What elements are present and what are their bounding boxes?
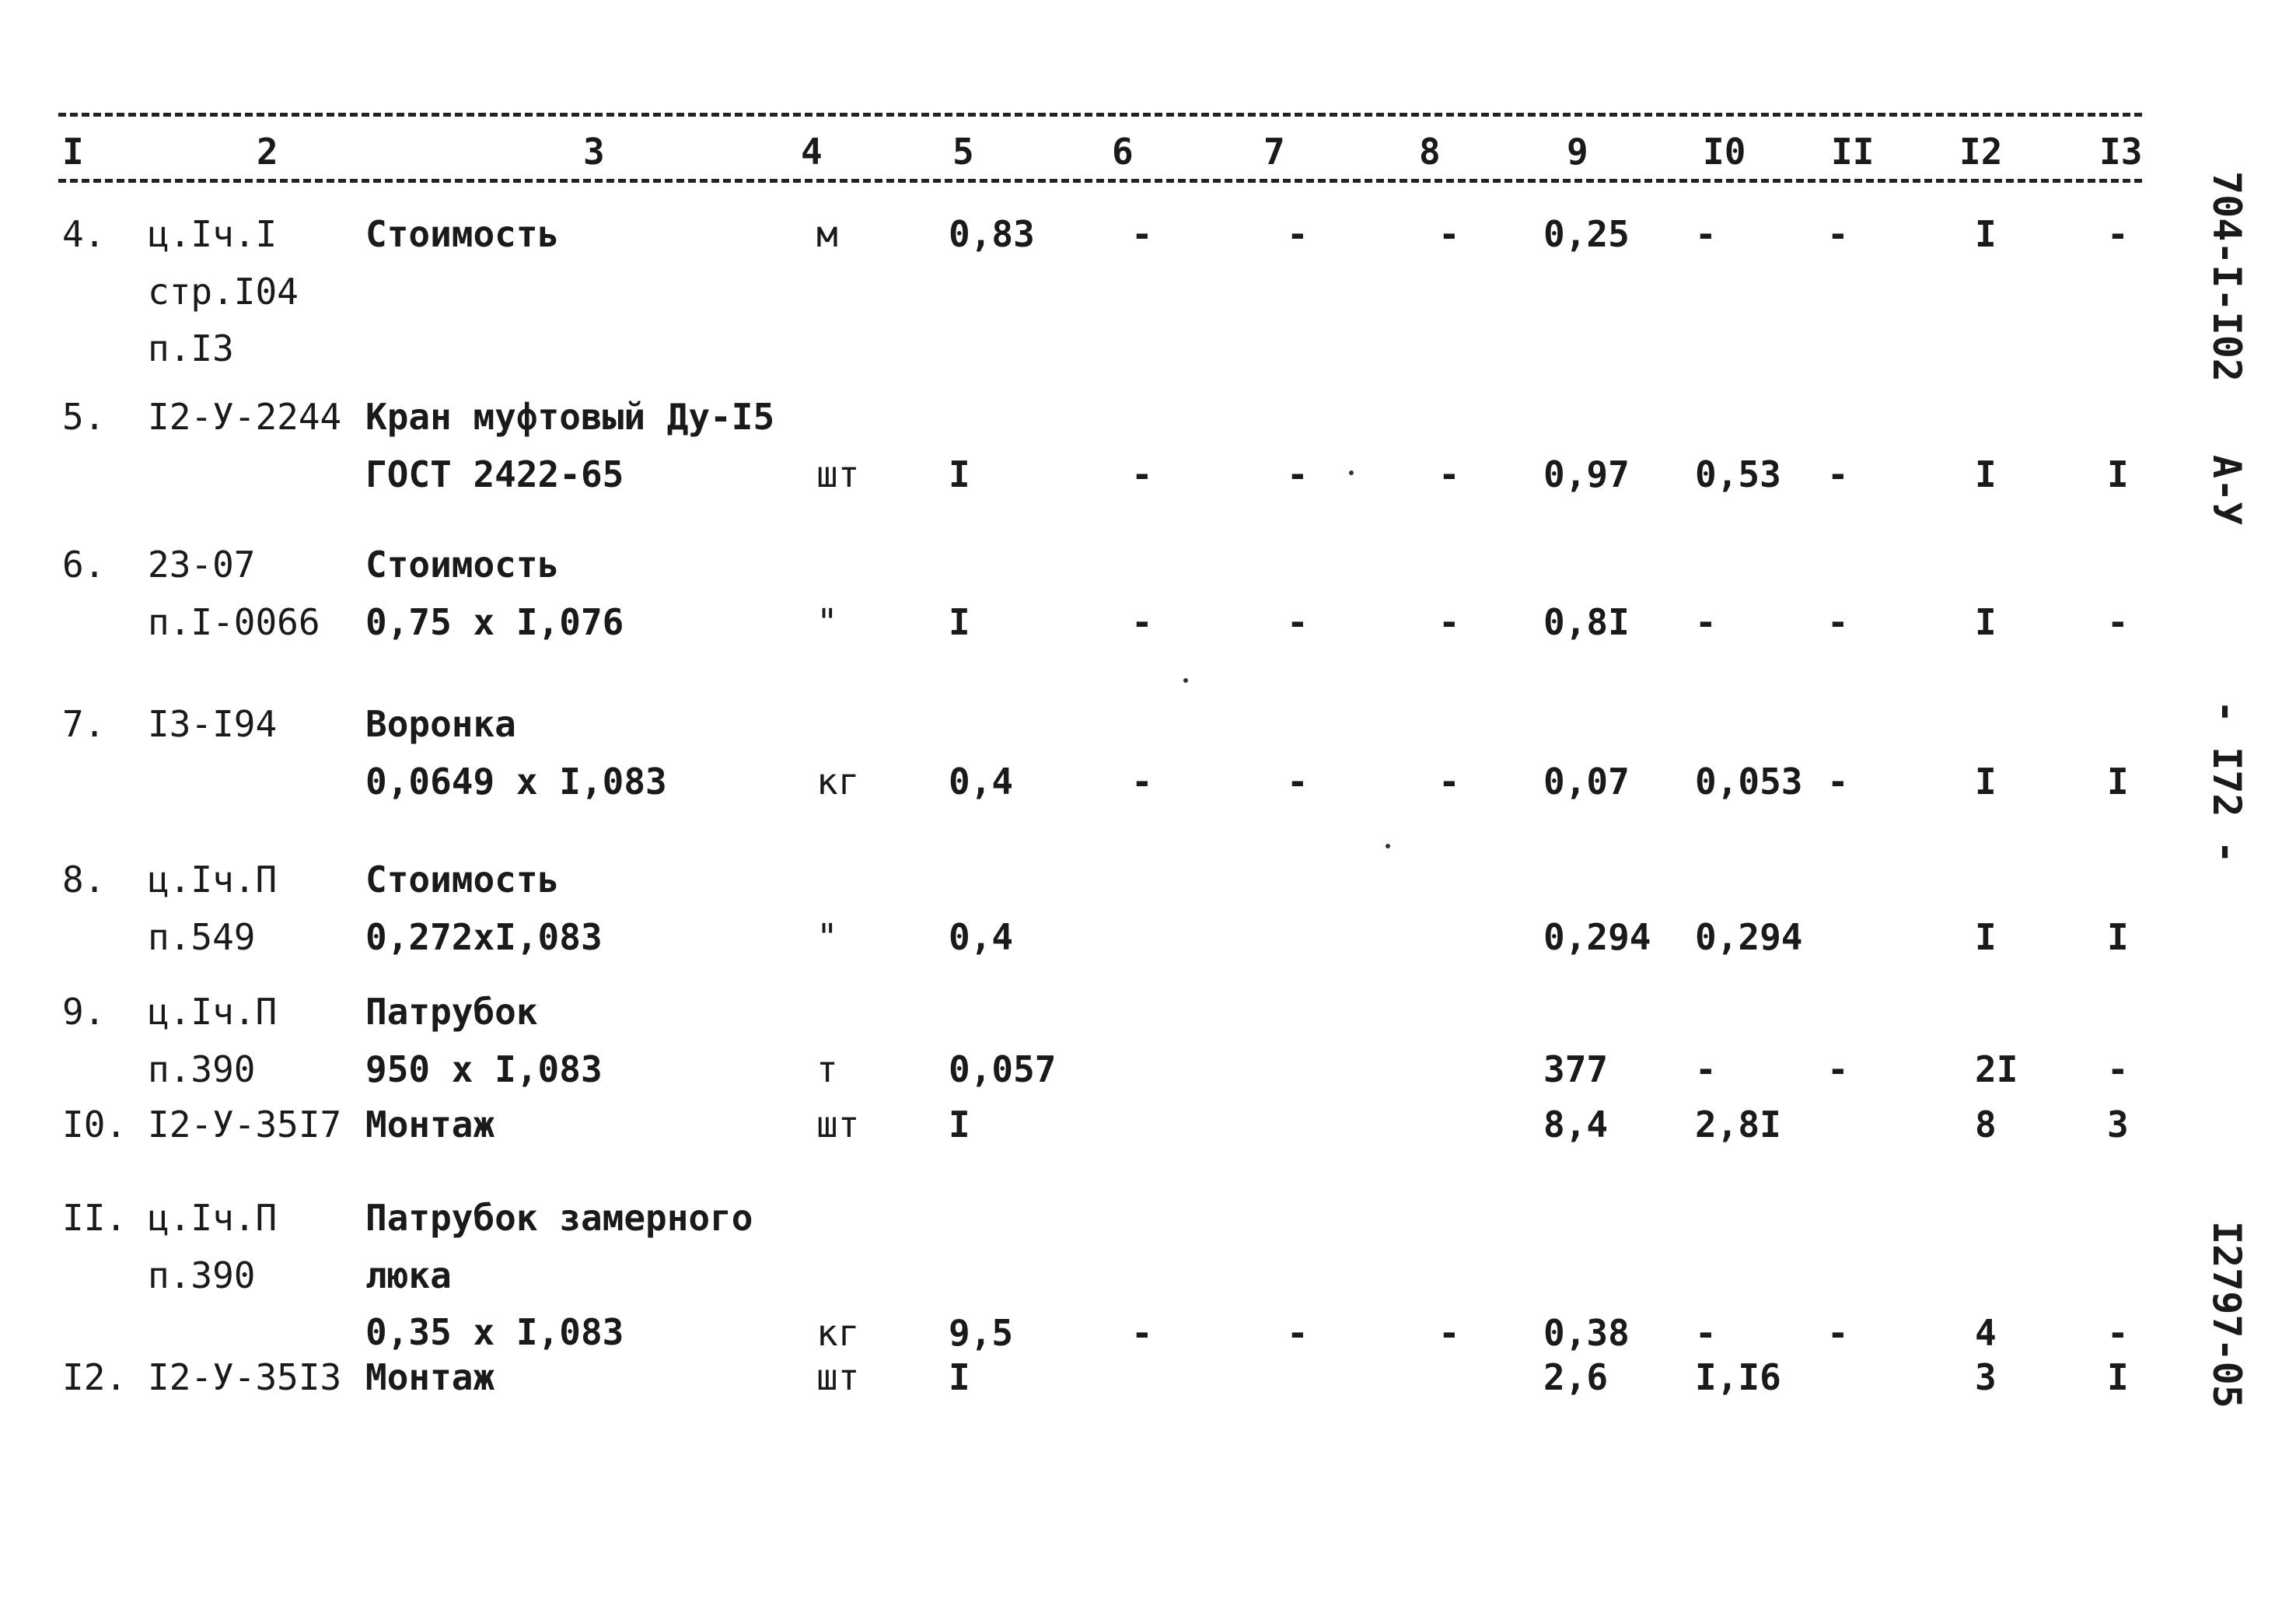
column-header-13: I3 xyxy=(2099,131,2143,173)
cell-col-4: кг xyxy=(816,761,860,803)
cell-col-9: 0,38 xyxy=(1543,1312,1630,1354)
cell-col-13: I xyxy=(2107,453,2129,495)
cell-col-13: I xyxy=(2107,761,2129,803)
cell-col-13: - xyxy=(2107,213,2129,255)
cell-col-3 xyxy=(365,984,603,1098)
cell-col-12: 8 xyxy=(1975,1104,1997,1146)
cell-col-9: 8,4 xyxy=(1543,1104,1609,1146)
row-number: II. xyxy=(62,1197,128,1239)
cell-col-5: 0,4 xyxy=(949,761,1014,803)
description-line: Монтаж xyxy=(365,1356,495,1398)
scan-speck xyxy=(1349,470,1354,475)
cell-col-13: - xyxy=(2107,1048,2129,1090)
cell-col-2 xyxy=(148,389,341,446)
cell-col-3 xyxy=(365,852,603,966)
cell-col-2 xyxy=(148,696,277,754)
cell-col-2 xyxy=(148,537,320,651)
reference-line: ц.Iч.П xyxy=(148,991,278,1033)
cell-col-11: - xyxy=(1827,453,1849,495)
cell-col-5: 9,5 xyxy=(949,1312,1014,1354)
cell-col-4: шт xyxy=(816,1356,860,1398)
cell-col-7: - xyxy=(1287,213,1309,255)
cell-col-3 xyxy=(365,696,667,810)
cell-col-11: - xyxy=(1827,1048,1849,1090)
reference-line: п.390 xyxy=(148,1048,256,1090)
column-header-2: 2 xyxy=(257,131,278,173)
row-number: 6. xyxy=(62,544,106,586)
reference-line: п.I-0066 xyxy=(148,600,320,643)
row-number: I2. xyxy=(62,1356,128,1398)
cell-col-6: - xyxy=(1131,213,1153,255)
row-number: 4. xyxy=(62,213,106,255)
side-label-doc-number: 704-I-I02 xyxy=(2204,171,2249,382)
description-line: 0,35 x I,083 xyxy=(365,1311,624,1354)
cell-col-8: - xyxy=(1438,453,1460,495)
cell-col-5: I xyxy=(949,601,970,643)
side-label-album: A-У xyxy=(2204,455,2249,526)
cell-col-9: 377 xyxy=(1543,1048,1609,1090)
header-top-dashed-line xyxy=(58,113,2142,117)
cell-col-8: - xyxy=(1438,213,1460,255)
cell-col-9: 0,25 xyxy=(1543,213,1630,255)
cell-col-10: 2,8I xyxy=(1695,1104,1781,1146)
reference-line: I2-У-35I7 xyxy=(148,1104,342,1146)
header-bottom-dashed-line xyxy=(58,179,2142,183)
cell-col-5: I xyxy=(949,453,970,495)
column-header-1: I xyxy=(62,131,84,173)
description-line: Стоимость xyxy=(365,544,560,586)
cell-col-6: - xyxy=(1131,1312,1153,1354)
description-line: Патрубок замерного xyxy=(365,1197,753,1239)
cell-col-3 xyxy=(365,1349,494,1407)
column-header-6: 6 xyxy=(1112,131,1134,173)
column-header-7: 7 xyxy=(1263,131,1285,173)
cell-col-2 xyxy=(148,1349,341,1407)
cell-col-13: - xyxy=(2107,601,2129,643)
cell-col-4: " xyxy=(816,601,838,643)
cell-col-7: - xyxy=(1287,761,1309,803)
cell-col-11: - xyxy=(1827,601,1849,643)
cell-col-4: шт xyxy=(816,1104,860,1146)
cell-col-9: 0,97 xyxy=(1543,453,1630,495)
description-line: Патрубок xyxy=(365,991,538,1033)
cell-col-10: I,I6 xyxy=(1695,1356,1781,1398)
cell-col-2 xyxy=(148,1190,277,1304)
cell-col-6: - xyxy=(1131,761,1153,803)
reference-line: п.549 xyxy=(148,915,256,958)
column-header-8: 8 xyxy=(1419,131,1441,173)
column-header-12: I2 xyxy=(1959,131,2003,173)
scan-speck xyxy=(1183,678,1188,683)
cell-col-6: - xyxy=(1131,453,1153,495)
cell-col-12: I xyxy=(1975,601,1997,643)
side-label-page-number: - I72 - xyxy=(2204,700,2249,864)
cell-col-4: м xyxy=(816,213,838,255)
reference-line: п.I3 xyxy=(148,327,234,370)
cell-col-2 xyxy=(148,852,277,966)
cell-col-12: 2I xyxy=(1975,1048,2018,1090)
cell-col-12: 3 xyxy=(1975,1356,1997,1398)
cell-col-12: I xyxy=(1975,453,1997,495)
cell-col-12: 4 xyxy=(1975,1312,1997,1354)
reference-line: I2-У-35I3 xyxy=(148,1356,342,1398)
column-header-10: I0 xyxy=(1703,131,1746,173)
reference-line: I3-I94 xyxy=(148,703,278,745)
reference-line: ц.Iч.П xyxy=(148,859,278,901)
reference-line: ц.Iч.I xyxy=(148,213,278,255)
column-header-4: 4 xyxy=(801,131,823,173)
cell-col-4: кг xyxy=(816,1312,860,1354)
cell-col-9: 2,6 xyxy=(1543,1356,1609,1398)
cell-col-13: - xyxy=(2107,1312,2129,1354)
cell-col-3 xyxy=(365,206,559,264)
cell-col-9: 0,294 xyxy=(1543,916,1651,958)
side-label-inventory-number: I2797-05 xyxy=(2204,1221,2249,1408)
description-line: ГОСТ 2422-65 xyxy=(365,453,624,495)
cell-col-12: I xyxy=(1975,916,1997,958)
cell-col-10: 0,294 xyxy=(1695,916,1803,958)
cell-col-5: 0,057 xyxy=(949,1048,1057,1090)
cell-col-7: - xyxy=(1287,601,1309,643)
cell-col-9: 0,8I xyxy=(1543,601,1630,643)
cell-col-11: - xyxy=(1827,761,1849,803)
scan-speck xyxy=(1386,844,1390,848)
cell-col-10: - xyxy=(1695,1312,1717,1354)
row-number: 7. xyxy=(62,703,106,745)
description-line: люка xyxy=(365,1254,452,1296)
cell-col-8: - xyxy=(1438,1312,1460,1354)
cell-col-8: - xyxy=(1438,761,1460,803)
cell-col-3 xyxy=(365,389,774,503)
description-line: 0,0649 x I,083 xyxy=(365,760,667,803)
cell-col-2 xyxy=(148,984,277,1098)
cell-col-3 xyxy=(365,1190,753,1362)
reference-line: 23-07 xyxy=(148,544,256,586)
cell-col-11: - xyxy=(1827,1312,1849,1354)
row-number: 5. xyxy=(62,396,106,438)
cell-col-3 xyxy=(365,1097,494,1154)
description-line: Стоимость xyxy=(365,213,560,255)
row-number: 8. xyxy=(62,859,106,901)
description-line: Кран муфтовый Ду-I5 xyxy=(365,396,775,438)
cell-col-5: 0,4 xyxy=(949,916,1014,958)
cell-col-4: т xyxy=(816,1048,838,1090)
cell-col-10: - xyxy=(1695,601,1717,643)
reference-line: стр.I04 xyxy=(148,270,299,313)
cell-col-4: шт xyxy=(816,453,860,495)
description-line: Монтаж xyxy=(365,1104,495,1146)
cell-col-11: - xyxy=(1827,213,1849,255)
cell-col-5: I xyxy=(949,1104,970,1146)
cell-col-5: I xyxy=(949,1356,970,1398)
cell-col-12: I xyxy=(1975,761,1997,803)
cell-col-7: - xyxy=(1287,1312,1309,1354)
reference-line: I2-У-2244 xyxy=(148,396,342,438)
row-number: 9. xyxy=(62,991,106,1033)
column-header-9: 9 xyxy=(1567,131,1588,173)
cell-col-2 xyxy=(148,1097,341,1154)
cell-col-10: 0,53 xyxy=(1695,453,1781,495)
reference-line: п.390 xyxy=(148,1254,256,1296)
description-line: Стоимость xyxy=(365,859,560,901)
cell-col-10: - xyxy=(1695,1048,1717,1090)
column-header-3: 3 xyxy=(583,131,605,173)
cell-col-2 xyxy=(148,206,299,378)
cell-col-9: 0,07 xyxy=(1543,761,1630,803)
description-line: 0,272xI,083 xyxy=(365,915,603,958)
cell-col-7: - xyxy=(1287,453,1309,495)
cell-col-13: I xyxy=(2107,1356,2129,1398)
cell-col-13: I xyxy=(2107,916,2129,958)
description-line: Воронка xyxy=(365,703,516,745)
description-line: 950 x I,083 xyxy=(365,1048,603,1090)
column-header-5: 5 xyxy=(952,131,974,173)
reference-line: ц.Iч.П xyxy=(148,1197,278,1239)
description-line: 0,75 x I,076 xyxy=(365,600,624,643)
cell-col-10: 0,053 xyxy=(1695,761,1803,803)
cell-col-3 xyxy=(365,537,624,651)
cell-col-10: - xyxy=(1695,213,1717,255)
row-number: I0. xyxy=(62,1104,128,1146)
cell-col-12: I xyxy=(1975,213,1997,255)
column-header-11: II xyxy=(1831,131,1875,173)
cell-col-5: 0,83 xyxy=(949,213,1035,255)
cell-col-8: - xyxy=(1438,601,1460,643)
cell-col-4: " xyxy=(816,916,838,958)
cell-col-6: - xyxy=(1131,601,1153,643)
cell-col-13: 3 xyxy=(2107,1104,2129,1146)
